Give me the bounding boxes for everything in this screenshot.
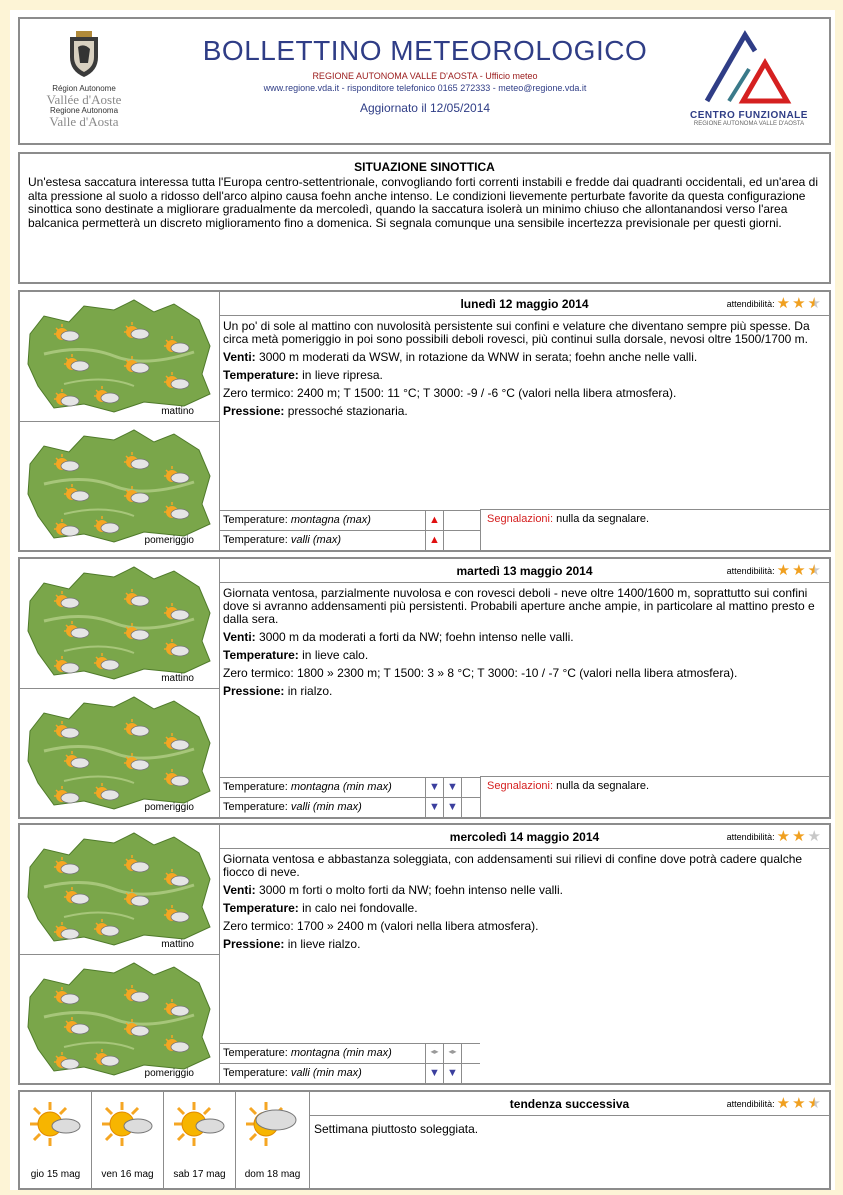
temps-label: Temperature: — [223, 901, 299, 915]
day-head — [220, 559, 829, 583]
afternoon-label: pomeriggio — [144, 802, 194, 813]
cf-name: CENTRO FUNZIONALE — [690, 110, 808, 121]
trend-day — [20, 1092, 92, 1188]
cf-sub: REGIONE AUTONOMA VALLE D'AOSTA — [693, 121, 805, 127]
arrow-up-icon: ▲ — [426, 531, 444, 550]
zero-label: Zero termico: — [223, 386, 294, 400]
update-date: Aggiornato il 12/05/2014 — [359, 101, 491, 115]
trend-title: tendenza successiva — [509, 1097, 630, 1111]
temps-value: in calo nei fondovalle. — [302, 901, 418, 915]
temps-value: in lieve ripresa. — [302, 368, 383, 382]
winds-label: Venti: — [223, 630, 256, 644]
signals-value: nulla da segnalare. — [556, 780, 650, 792]
winds-line — [223, 884, 826, 897]
winds-value: 3000 m forti o molto forti da NW; foehn intenso nelle valli. — [259, 883, 563, 897]
region-line2: Vallée d'Aoste — [46, 92, 122, 107]
region-line3: Regione Autonoma — [49, 106, 119, 115]
temp-valley-type: valli (min max) — [290, 801, 362, 813]
zero-label: Zero termico: — [223, 919, 294, 933]
temp-mountain-row — [220, 777, 480, 797]
reliability-label: attendibilità: — [726, 298, 775, 309]
day-date: mercoledì 14 maggio 2014 — [449, 830, 600, 844]
header-subtitle: REGIONE AUTONOMA VALLE D'AOSTA - Ufficio meteo — [312, 71, 538, 81]
zero-value: 1700 » 2400 m (valori nella libera atmosfera). — [297, 919, 539, 933]
region-line4: Valle d'Aosta — [49, 114, 119, 129]
temp-valley-type: valli (min max) — [290, 1067, 362, 1079]
valle-aosta-map — [24, 294, 216, 416]
pressure-value: pressoché stazionaria. — [287, 404, 408, 418]
star-icon: ★ — [776, 562, 791, 579]
valle-aosta-map — [24, 827, 216, 949]
signals-box — [480, 776, 829, 797]
bulletin-header — [18, 17, 831, 145]
trend-day — [92, 1092, 164, 1188]
star-icon: ★ — [792, 562, 806, 579]
morning-label: mattino — [161, 406, 194, 417]
zero-line — [223, 387, 826, 400]
temps-line — [223, 649, 826, 662]
temp-mountain-type: montagna (min max) — [290, 781, 392, 793]
trend-reliability — [727, 1097, 821, 1110]
winds-value: 3000 m da moderati a forti da NW; foehn intenso nelle valli. — [259, 630, 574, 644]
zero-line — [223, 667, 826, 680]
zero-value: 1800 » 2300 m; T 1500: 3 » 8 °C; T 3000: -10 / -7 °C (valori nella libera atmosfera). — [297, 666, 738, 680]
afternoon-map — [20, 422, 220, 550]
pressure-label: Pressione: — [223, 937, 285, 951]
morning-map — [20, 825, 220, 955]
synopsis-text: Un'estesa saccatura interessa tutta l'Europa centro-settentrionale, convogliando forti correnti instabili e fredde dai quadranti occidentali, ed un'area di alta pressione al suolo a ridosso dell'arco alpino causa foehn anche intenso. Le condizioni lievemente perturbate favorite da questa configurazione sinottica sono destinate a migliorare gradualmente da mercoledì, quando la saccatura isolerà un minimo chiuso che allontanandosi verso l'area balcanica permetterà un discreto miglioramento fino a domenica. Si segnala comunque una sensibile incertezza previsionale per questi giorni. — [28, 175, 819, 230]
arrow-down-icon: ▼ — [426, 798, 444, 817]
day-forecast — [18, 557, 831, 819]
star-icon: ★ — [776, 828, 791, 845]
star-icon: ★ — [792, 295, 806, 312]
valle-aosta-map — [24, 691, 216, 813]
temp-valley-row — [220, 530, 480, 550]
header-text — [150, 35, 700, 115]
temp-mountain-type: montagna (min max) — [290, 1047, 392, 1059]
bulletin-page — [10, 10, 835, 1190]
temp-mountain-label — [220, 1044, 426, 1063]
pressure-line — [223, 685, 826, 698]
trend-content — [310, 1092, 829, 1188]
temp-valley-row — [220, 1063, 480, 1083]
coat-of-arms-icon — [64, 29, 104, 79]
pressure-value: in rialzo. — [287, 684, 333, 698]
temperature-rows — [220, 777, 480, 817]
temps-label: Temperature: — [223, 648, 299, 662]
winds-line — [223, 351, 826, 364]
star-half-icon: ★ — [807, 1095, 821, 1112]
sun-cloud-icon — [100, 1100, 156, 1150]
temp-valley-label — [220, 531, 426, 550]
winds-label: Venti: — [223, 883, 256, 897]
star-icon: ★ — [807, 828, 821, 845]
trend-day — [236, 1092, 310, 1188]
star-icon: ★ — [792, 828, 806, 845]
region-logo — [34, 29, 134, 137]
temp-valley-row — [220, 797, 480, 817]
temp-prefix: Temperature: — [223, 781, 288, 793]
temp-mountain-row — [220, 510, 480, 530]
reliability-label: attendibilità: — [726, 565, 775, 576]
synoptic-situation — [18, 152, 831, 284]
signals-label: Segnalazioni: — [487, 780, 554, 792]
arrow-down-icon: ▼ — [426, 1064, 444, 1083]
region-line1: Région Autonome — [52, 84, 116, 93]
trend-day-label: ven 16 mag — [101, 1169, 154, 1180]
star-icon: ★ — [792, 1095, 806, 1112]
zero-label: Zero termico: — [223, 666, 294, 680]
arrow-up-icon: ▲ — [426, 511, 444, 530]
signals-label: Segnalazioni: — [487, 513, 554, 525]
winds-label: Venti: — [223, 350, 256, 364]
sun-cloud-icon — [28, 1100, 84, 1150]
morning-map — [20, 559, 220, 689]
trend-text: Settimana piuttosto soleggiata. — [314, 1122, 479, 1136]
day-date: martedì 13 maggio 2014 — [456, 564, 593, 578]
pressure-value: in lieve rialzo. — [287, 937, 361, 951]
day-date: lunedì 12 maggio 2014 — [460, 297, 589, 311]
reliability — [727, 297, 821, 310]
morning-label: mattino — [161, 673, 194, 684]
trend-day — [164, 1092, 236, 1188]
day-head — [220, 825, 829, 849]
trend-section — [18, 1090, 831, 1190]
winds-line — [223, 631, 826, 644]
winds-value: 3000 m moderati da WSW, in rotazione da WNW in serata; foehn anche nelle valli. — [259, 350, 698, 364]
afternoon-map — [20, 689, 220, 817]
header-contacts: www.regione.vda.it - risponditore telefonico 0165 272333 - meteo@regione.vda.it — [263, 83, 587, 93]
reliability-label: attendibilità: — [726, 1098, 775, 1109]
reliability — [727, 830, 821, 843]
signals-bottom — [480, 797, 829, 817]
temp-valley-label — [220, 1064, 426, 1083]
temps-line — [223, 369, 826, 382]
morning-label: mattino — [161, 939, 194, 950]
afternoon-label: pomeriggio — [144, 535, 194, 546]
reliability-label: attendibilità: — [726, 831, 775, 842]
arrow-steady-icon: ◂▸ — [426, 1044, 444, 1063]
valle-aosta-map — [24, 561, 216, 683]
valle-aosta-map — [24, 957, 216, 1079]
afternoon-map — [20, 955, 220, 1083]
morning-map — [20, 292, 220, 422]
day-head — [220, 292, 829, 316]
signals-bottom — [480, 530, 829, 550]
synopsis-title: SITUAZIONE SINOTTICA — [354, 160, 495, 174]
temp-mountain-label — [220, 778, 426, 797]
valle-aosta-map — [24, 424, 216, 546]
forecast-summary: Giornata ventosa e abbastanza soleggiata, con addensamenti sui rilievi di confine dove potrà cadere qualche fiocco di neve. — [223, 852, 803, 879]
trend-day-label: gio 15 mag — [30, 1169, 81, 1180]
forecast-content — [220, 292, 829, 550]
temperature-rows — [220, 1043, 480, 1083]
temp-mountain-type: montagna (max) — [290, 514, 371, 526]
signals-box — [480, 509, 829, 530]
temp-mountain-label — [220, 511, 426, 530]
day-forecast — [18, 823, 831, 1085]
star-half-icon: ★ — [807, 295, 821, 312]
afternoon-label: pomeriggio — [144, 1068, 194, 1079]
temp-prefix: Temperature: — [223, 801, 288, 813]
zero-value: 2400 m; T 1500: 11 °C; T 3000: -9 / -6 °C (valori nella libera atmosfera). — [297, 386, 677, 400]
trend-day-label: sab 17 mag — [173, 1169, 226, 1180]
temp-valley-type: valli (max) — [290, 534, 341, 546]
arrow-down-icon: ▼ — [444, 778, 462, 797]
temp-prefix: Temperature: — [223, 1047, 288, 1059]
trend-icons — [20, 1092, 310, 1188]
temp-valley-label — [220, 798, 426, 817]
arrow-steady-icon: ◂▸ — [444, 1044, 462, 1063]
temp-prefix: Temperature: — [223, 514, 288, 526]
temperature-rows — [220, 510, 480, 550]
arrow-down-icon: ▼ — [444, 1064, 462, 1083]
signals-value: nulla da segnalare. — [556, 513, 650, 525]
forecast-maps — [20, 292, 220, 550]
temp-prefix: Temperature: — [223, 534, 288, 546]
day-forecast — [18, 290, 831, 552]
temp-mountain-row — [220, 1043, 480, 1063]
forecast-content — [220, 825, 829, 1083]
temps-line — [223, 902, 826, 915]
forecast-content — [220, 559, 829, 817]
star-icon: ★ — [776, 1095, 791, 1112]
trend-day-label: dom 18 mag — [244, 1169, 301, 1180]
pressure-label: Pressione: — [223, 404, 285, 418]
forecast-maps — [20, 559, 220, 817]
forecast-description — [220, 316, 829, 427]
forecast-summary: Giornata ventosa, parzialmente nuvolosa e con rovesci deboli - neve oltre 1400/1600 m, soprattutto sui confini dove si avranno addensamenti più persistenti. Probabili aperture anche ampie, in particolare al mattino presto e dalla sera. — [223, 586, 815, 626]
arrow-down-icon: ▼ — [444, 798, 462, 817]
pressure-line — [223, 938, 826, 951]
mountain-triangle-icon — [699, 29, 799, 105]
trend-head — [310, 1092, 829, 1116]
star-icon: ★ — [776, 295, 791, 312]
sun-behind-cloud-icon — [244, 1100, 300, 1150]
pressure-line — [223, 405, 826, 418]
sun-cloud-icon — [172, 1100, 228, 1150]
pressure-label: Pressione: — [223, 684, 285, 698]
reliability — [727, 564, 821, 577]
forecast-summary: Un po' di sole al mattino con nuvolosità persistente sui confini e velature che diventano sempre più spesse. Da circa metà pomeriggio in poi sono possibili deboli rovesci, più continui sulla dorsale, nevosi oltre 1500/1700 m. — [223, 319, 810, 346]
page-title: BOLLETTINO METEOROLOGICO — [202, 35, 648, 66]
forecast-maps — [20, 825, 220, 1083]
temp-prefix: Temperature: — [223, 1067, 288, 1079]
centro-funzionale-logo — [679, 29, 819, 139]
temps-value: in lieve calo. — [302, 648, 369, 662]
forecast-description — [220, 583, 829, 707]
forecast-description — [220, 849, 829, 960]
zero-line — [223, 920, 826, 933]
temps-label: Temperature: — [223, 368, 299, 382]
arrow-down-icon: ▼ — [426, 778, 444, 797]
star-half-icon: ★ — [807, 562, 821, 579]
